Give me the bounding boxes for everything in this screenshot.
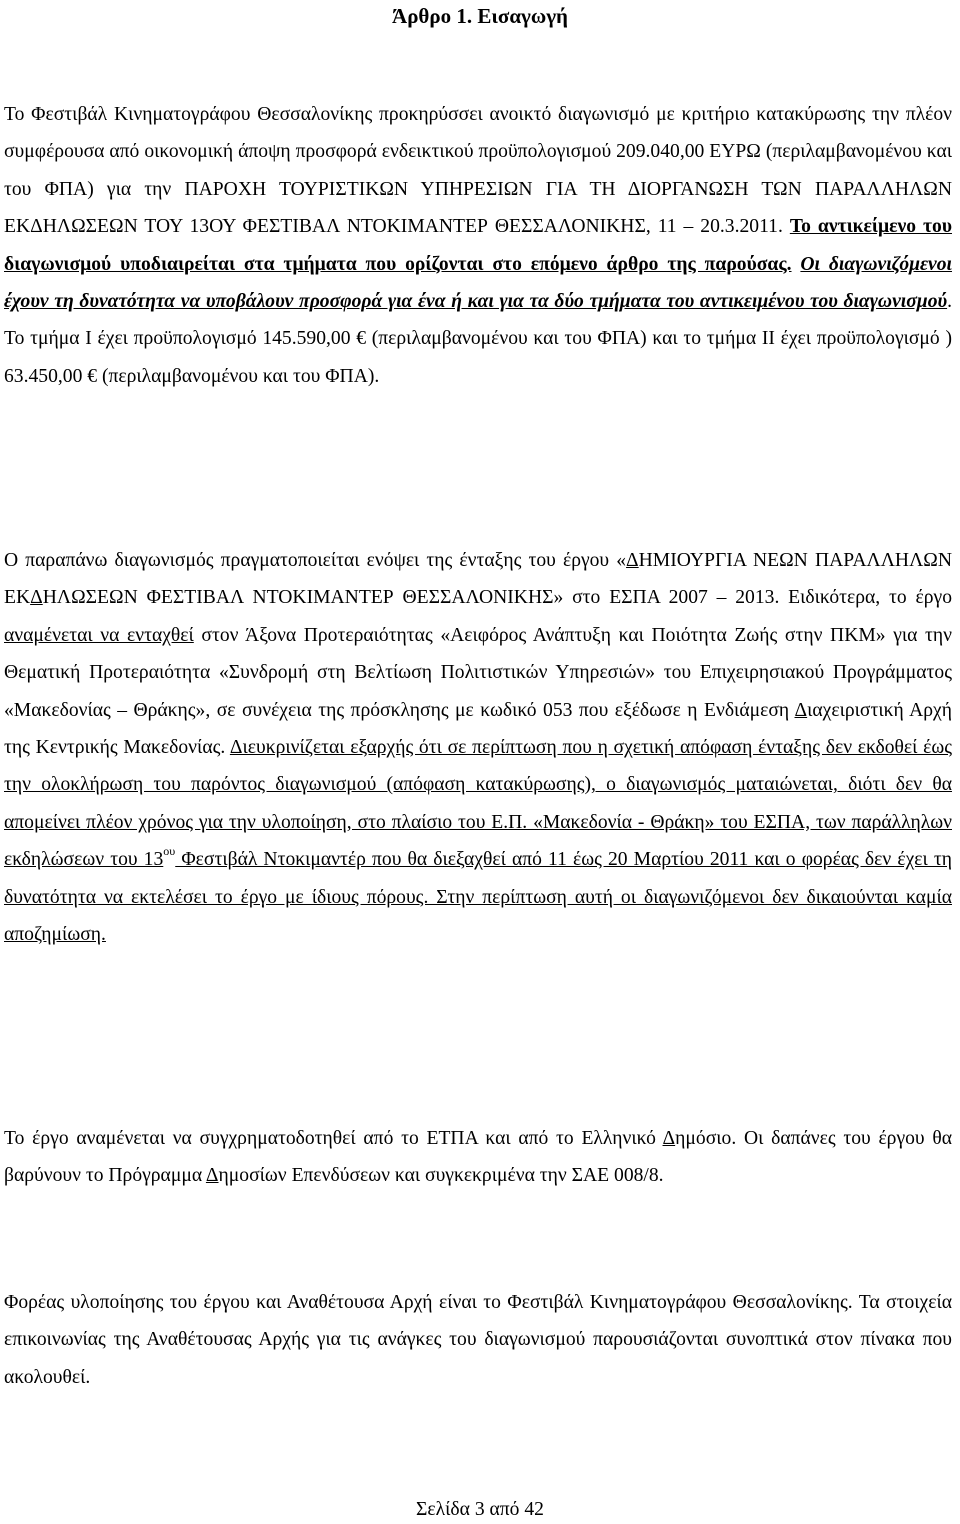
page-number: Σελίδα 3 από 42 [416, 1499, 544, 1520]
subdivision-statement: Το αντικείμενο του διαγωνισμού υποδιαιρείται στα τμήματα που ορίζονται στο επόμενο άρθρο της παρούσας. [4, 216, 952, 275]
cofinancing-paragraph: Το έργο αναμένεται να συγχρηματοδοτηθεί από το ΕΤΠΑ και από το Ελληνικό Δημόσιο. Οι δαπάνες του έργου θα βαρύνουν το Πρόγραμμα Δημοσίων Επενδύσεων και συγκεκριμένα την ΣΑΕ 008/8. [4, 1128, 952, 1187]
cancellation-clause-end: Φεστιβάλ Ντοκιμαντέρ που θα διεξαχθεί από 11 έως 20 Μαρτίου 2011 και ο φορέας δεν έχει τη δυνατότητα να εκτελέσει το έργο με ίδιους πόρους. Στην περίπτωση αυτή οι διαγωνιζόμενοι δεν δικαιούνται καμία αποζημίωση. [4, 849, 953, 946]
contracting-authority-paragraph: Φορέας υλοποίησης του έργου και Αναθέτουσα Αρχή είναι το Φεστιβάλ Κινηματογράφου Θεσσαλονίκης. Τα στοιχεία επικοινωνίας της Αναθέτουσας Αρχής για τις ανάγκες του διαγωνισμού παρουσιάζονται συνοπτικά στον πίνακα που ακολουθεί. [4, 1292, 952, 1388]
intro-paragraph [4, 96, 952, 395]
expected-inclusion-text: αναμένεται να ενταχθεί [4, 624, 194, 646]
budget-text: . Το τμήμα Ι έχει προϋπολογισμό 145.590,00 € (περιλαμβανομένου και του ΦΠΑ) και το τμήμα ΙΙ έχει προϋπολογισμό ) 63.450,00 € (περιλαμβανομένου και του ΦΠΑ). [4, 291, 952, 387]
funding-paragraph: Ο παραπάνω διαγωνισμός πραγματοποιείται ενόψει της ένταξης του έργου «ΔΗΜΙΟΥΡΓΙΑ ΝΕΩΝ ΠΑΡΑΛΛΗΛΩΝ ΕΚΔΗΛΩΣΕΩΝ ΦΕΣΤΙΒΑΛ ΝΤΟΚΙΜΑΝΤΕΡ ΘΕΣΣΑΛΟΝΙΚΗΣ» στο ΕΣΠΑ 2007 – 2013. Ειδικότερα, το έργο αναμένεται να ενταχθεί στον Άξονα Προτεραιότητας «Αειφόρος Ανάπτυξη και Ποιότητα Ζωής στην ΠΚΜ» για την Θεματική Προτεραιότητα «Συνδρομή στη Βελτίωση Πολιτιστικών Υπηρεσιών» του Επιχειρησιακού Προγράμματος «Μακεδονίας – Θράκης», σε συνέχεια της πρόσκλησης με κωδικό 053 που εξέδωσε η Ενδιάμεση Διαχειριστική Αρχή της Κεντρικής Μακεδονίας. Διευκρινίζεται εξαρχής ότι σε περίπτωση που η σχετική απόφαση ένταξης δεν εκδοθεί έως την ολοκλήρωση του παρόντος διαγωνισμού (απόφαση κατακύρωσης), ο διαγωνισμός ματαιώνεται, διότι δεν θα απομείνει πλέον χρόνος για την υλοποίηση, στο πλαίσιο του Ε.Π. «Μακεδονία - Θράκη» του ΕΣΠΑ, των παράλληλων εκδηλώσεων του $13^{o\upsilon}$ Φεστιβάλ Ντοκιμαντέρ που θα διεξαχθεί από 11 έως 20 Μαρτίου 2011 και ο φορέας δεν έχει τη δυνατότητα να εκτελέσει το έργο με ίδιους πόρους. Στην περίπτωση αυτή οι διαγωνιζόμενοι δεν δικαιούνται καμία αποζημίωση. [4, 550, 953, 946]
intro-text: Το Φεστιβάλ Κινηματογράφου Θεσσαλονίκης προκηρύσσει ανοικτό διαγωνισμό με κριτήριο κατακύρωσης την πλέον συμφέρουσα από οικονομική άποψη προσφορά ενδεικτικού προϋπολογισμού 209.040,00 ΕΥΡΩ (περιλαμβανομένου και του ΦΠΑ) για την ΠΑΡΟΧΗ ΤΟΥΡΙΣΤΙΚΩΝ ΥΠΗΡΕΣΙΩΝ ΓΙΑ ΤΗ ΔΙΟΡΓΑΝΩΣΗ ΤΩΝ ΠΑΡΑΛΛΗΛΩΝ ΕΚΔΗΛΩΣΕΩΝ ΤΟΥ 13ΟΥ ΦΕΣΤΙΒΑΛ ΝΤΟΚΙΜΑΝΤΕΡ ΘΕΣΣΑΛΟΝΙΚΗΣ, 11 – 20.3.2011. [4, 104, 952, 238]
ordinal-superscript: ου [163, 844, 176, 859]
cancellation-clause: Διευκρινίζεται εξαρχής ότι σε περίπτωση που η σχετική απόφαση ένταξης δεν εκδοθεί έως την ολοκλήρωση του παρόντος διαγωνισμού (απόφαση κατακύρωσης), ο διαγωνισμός ματαιώνεται, διότι δεν θα απομείνει πλέον χρόνος για την υλοποίηση, στο πλαίσιο του Ε.Π. «Μακεδονία - Θράκη» του ΕΣΠΑ, των παράλληλων εκδηλώσεων του 13 [4, 737, 953, 871]
article-title: Άρθρο 1. Εισαγωγή [392, 4, 568, 28]
bidding-options-statement: Οι διαγωνιζόμενοι έχουν τη δυνατότητα να υποβάλουν προσφορά για ένα ή και για τα δύο τμήματα του αντικειμένου του διαγωνισμού [4, 253, 952, 313]
